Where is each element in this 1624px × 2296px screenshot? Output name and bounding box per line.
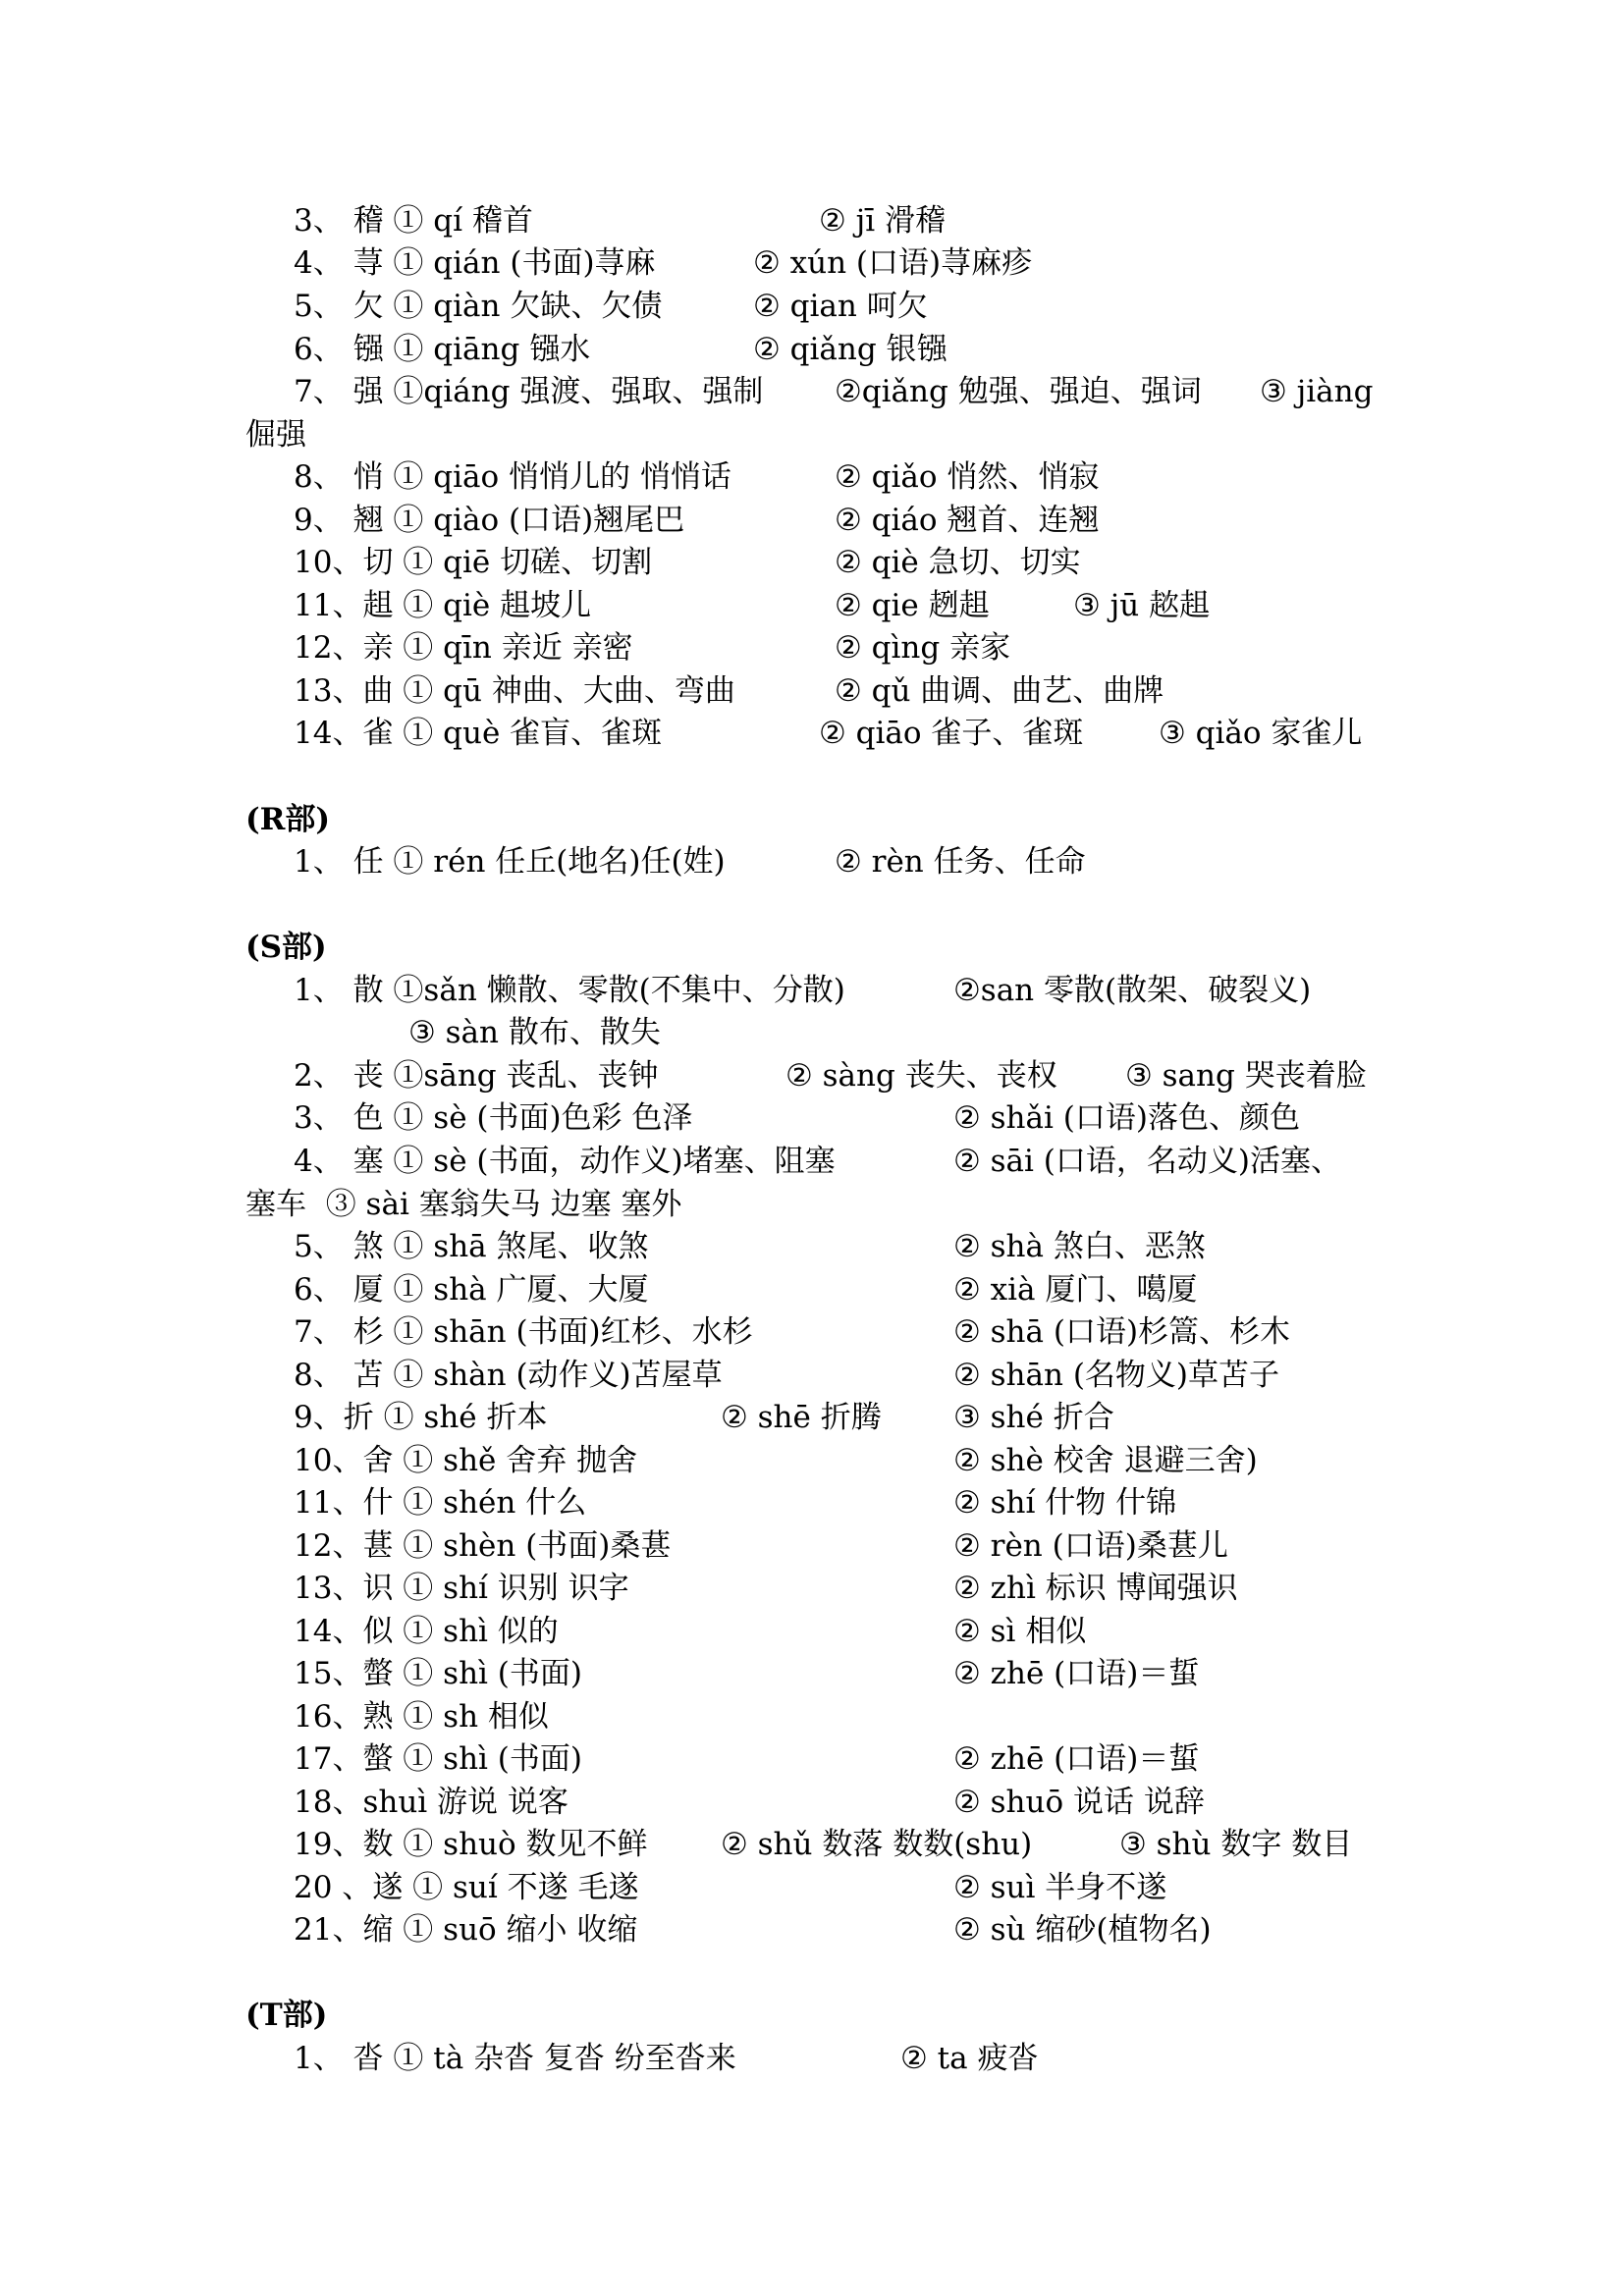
entry-row (0, 712, 1363, 755)
section-heading-s (0, 926, 327, 969)
entry-third: ③ qiǎo 家雀儿 (1159, 716, 1363, 751)
entry-row (0, 1610, 1087, 1653)
entry-primary: 14、雀 ① què 雀盲、雀斑 (294, 716, 663, 751)
entry-alternate: ② qiǎng 银镪 (753, 332, 947, 367)
entry-alternate: ② suì 半身不遂 (953, 1870, 1167, 1905)
entry-row (0, 969, 1312, 1012)
entry-row (0, 1396, 1114, 1439)
entry-row (0, 1439, 1258, 1482)
entry-row (0, 1183, 682, 1226)
entry-primary: 13、识 ① shí 识别 识字 (294, 1571, 629, 1606)
entry-row (0, 1866, 1167, 1909)
entry-alternate: ② sù 缩砂(植物名) (953, 1912, 1212, 1948)
entry-alternate: ②san 零散(散架、破裂义) (953, 973, 1312, 1008)
entry-alternate: ② shǔ 数落 数数(shu) (721, 1827, 1033, 1862)
entry-primary: 5、 欠 ① qiàn 欠缺、欠债 (294, 289, 663, 324)
entry-row (0, 1054, 1367, 1097)
entry-primary: 10、舍 ① shě 舍弃 抛舍 (294, 1443, 638, 1478)
entry-row (0, 285, 928, 328)
entry-third: ③ jiàng (1260, 374, 1374, 409)
entry-primary: 19、数 ① shuò 数见不鲜 (294, 1827, 648, 1862)
entry-primary: 21、缩 ① suō 缩小 收缩 (294, 1912, 638, 1948)
entry-row (0, 499, 1100, 542)
entry-primary: 3、 稽 ① qí 稽首 (294, 203, 533, 239)
entry-alternate: ② shē 折腾 (721, 1400, 882, 1435)
entry-third: ③ shé 折合 (953, 1400, 1114, 1435)
entry-alternate: ② qiāo 雀子、雀斑 (819, 716, 1084, 751)
entry-primary: 6、 厦 ① shà 广厦、大厦 (294, 1272, 649, 1308)
entry-primary: 3、 色 ① sè (书面)色彩 色泽 (294, 1100, 693, 1136)
entry-primary: 4、 塞 ① sè (书面，动作义)堵塞、阻塞 (294, 1144, 836, 1179)
entry-row (0, 1737, 1200, 1781)
entry-row (0, 328, 947, 371)
entry-primary: 12、亲 ① qīn 亲近 亲密 (294, 630, 633, 666)
entry-alternate: ② zhì 标识 博闻强识 (953, 1571, 1238, 1606)
entry-alternate: ② xún (口语)荨麻疹 (753, 245, 1033, 281)
entry-primary: 5、 煞 ① shā 煞尾、收煞 (294, 1229, 649, 1264)
entry-third: ③ shù 数字 数目 (1119, 1827, 1353, 1862)
entry-row (0, 1524, 1228, 1568)
entry-alternate: ② zhē (口语)＝蜇 (953, 1741, 1200, 1777)
entry-primary: 12、葚 ① shèn (书面)桑葚 (294, 1528, 672, 1564)
section-heading: (S部) (245, 930, 327, 965)
entry-row (0, 2037, 1039, 2080)
entry-third: ③ sang 哭丧着脸 (1125, 1058, 1367, 1094)
entry-row (0, 1908, 1212, 1951)
entry-row (0, 1011, 661, 1054)
entry-third: ③ jū 趑趄 (1073, 588, 1211, 623)
entry-row (0, 199, 947, 242)
section-heading-r (0, 798, 331, 841)
entry-row (0, 1354, 1280, 1397)
entry-alternate: ② qǔ 曲调、曲艺、曲牌 (835, 673, 1164, 709)
entry-alternate: ② shuō 说话 说辞 (953, 1785, 1205, 1820)
entry-primary: 8、 悄 ① qiāo 悄悄儿的 悄悄话 (294, 459, 731, 495)
entry-primary: 11、什 ① shén 什么 (294, 1485, 587, 1521)
entry-row (0, 541, 1081, 584)
entry-alternate: ② sāi (口语，名动义)活塞、 (953, 1144, 1341, 1179)
entry-primary: 11、趄 ① qiè 趄坡儿 (294, 588, 592, 623)
entry-primary: 9、 翘 ① qiào (口语)翘尾巴 (294, 503, 685, 538)
entry-alternate: ② ta 疲沓 (900, 2041, 1039, 2076)
entry-primary: 13、曲 ① qū 神曲、大曲、弯曲 (294, 673, 735, 709)
entry-continuation: 倔强 (245, 417, 306, 453)
entry-row (0, 1652, 1200, 1695)
entry-row (0, 241, 1033, 285)
entry-alternate: ② qiáo 翘首、连翘 (835, 503, 1100, 538)
entry-row (0, 1096, 1300, 1140)
entry-primary: 20 、遂 ① suí 不遂 毛遂 (294, 1870, 639, 1905)
entry-alternate: ② zhē (口语)＝蜇 (953, 1656, 1200, 1691)
entry-row (0, 1140, 1341, 1183)
entry-row (0, 1225, 1206, 1268)
entry-primary: 10、切 ① qiē 切磋、切割 (294, 545, 653, 580)
entry-alternate: ② rèn 任务、任命 (835, 844, 1086, 880)
entry-alternate: ② sì 相似 (953, 1614, 1087, 1649)
entry-row (0, 1481, 1177, 1524)
entry-row (0, 1781, 1205, 1824)
entry-row (0, 669, 1164, 713)
entry-alternate: ② shà 煞白、恶煞 (953, 1229, 1206, 1264)
entry-alternate: ② rèn (口语)桑葚儿 (953, 1528, 1228, 1564)
entry-alternate: ②qiǎng 勉强、强迫、强词 (835, 374, 1202, 409)
entry-row (0, 1268, 1198, 1311)
section-heading-t (0, 1994, 328, 2037)
entry-primary: 4、 荨 ① qián (书面)荨麻 (294, 245, 656, 281)
entry-row (0, 840, 1086, 883)
entry-alternate: ② qie 趔趄 (835, 588, 990, 623)
entry-primary: 1、 散 ①sǎn 懒散、零散(不集中、分散) (294, 973, 845, 1008)
entry-primary: 8、 苫 ① shàn (动作义)苫屋草 (294, 1358, 723, 1393)
entry-alternate: ② shǎi (口语)落色、颜色 (953, 1100, 1300, 1136)
entry-row (0, 1567, 1238, 1610)
section-heading: (R部) (245, 802, 331, 837)
entry-alternate: ② shā (口语)杉篙、杉木 (953, 1314, 1291, 1350)
entry-alternate: ② shān (名物义)草苫子 (953, 1358, 1280, 1393)
entry-row (0, 626, 1011, 669)
entry-row (0, 584, 1211, 627)
entry-alternate: ② shè 校舍 退避三舍) (953, 1443, 1258, 1478)
entry-primary: 16、熟 ① sh 相似 (294, 1699, 549, 1735)
entry-alternate: ② qìng 亲家 (835, 630, 1011, 666)
entry-alternate: ② qian 呵欠 (753, 289, 928, 324)
entry-alternate: ② xià 厦门、噶厦 (953, 1272, 1198, 1308)
entry-alternate: ② sàng 丧失、丧权 (785, 1058, 1057, 1094)
section-heading: (T部) (245, 1998, 328, 2033)
entry-alternate: ② shí 什物 什锦 (953, 1485, 1177, 1521)
entry-primary: 1、 沓 ① tà 杂沓 复沓 纷至沓来 (294, 2041, 736, 2076)
entry-primary: 14、似 ① shì 似的 (294, 1614, 559, 1649)
entry-row (0, 1310, 1291, 1354)
entry-primary: 1、 任 ① rén 任丘(地名)任(姓) (294, 844, 726, 880)
entry-row (0, 413, 306, 456)
entry-continuation: 塞车 ③ sài 塞翁失马 边塞 塞外 (245, 1187, 682, 1222)
entry-alternate: ② qiè 急切、切实 (835, 545, 1081, 580)
entry-alternate: ② jī 滑稽 (819, 203, 947, 239)
entry-primary: 2、 丧 ①sāng 丧乱、丧钟 (294, 1058, 659, 1094)
entry-primary: 6、 镪 ① qiāng 镪水 (294, 332, 591, 367)
entry-primary: 18、shuì 游说 说客 (294, 1785, 568, 1820)
entry-alternate: ② qiǎo 悄然、悄寂 (835, 459, 1100, 495)
entry-primary: 9、折 ① shé 折本 (294, 1400, 548, 1435)
entry-continuation: ③ sàn 散布、散失 (408, 1015, 661, 1050)
entry-primary: 7、 杉 ① shān (书面)红杉、水杉 (294, 1314, 753, 1350)
entry-primary: 15、螫 ① shì (书面) (294, 1656, 582, 1691)
entry-primary: 7、 强 ①qiáng 强渡、强取、强制 (294, 374, 764, 409)
entry-row (0, 1695, 549, 1738)
entry-primary: 17、螫 ① shì (书面) (294, 1741, 582, 1777)
entry-row (0, 1823, 1353, 1866)
entry-row (0, 455, 1100, 499)
entry-row (0, 370, 1374, 413)
